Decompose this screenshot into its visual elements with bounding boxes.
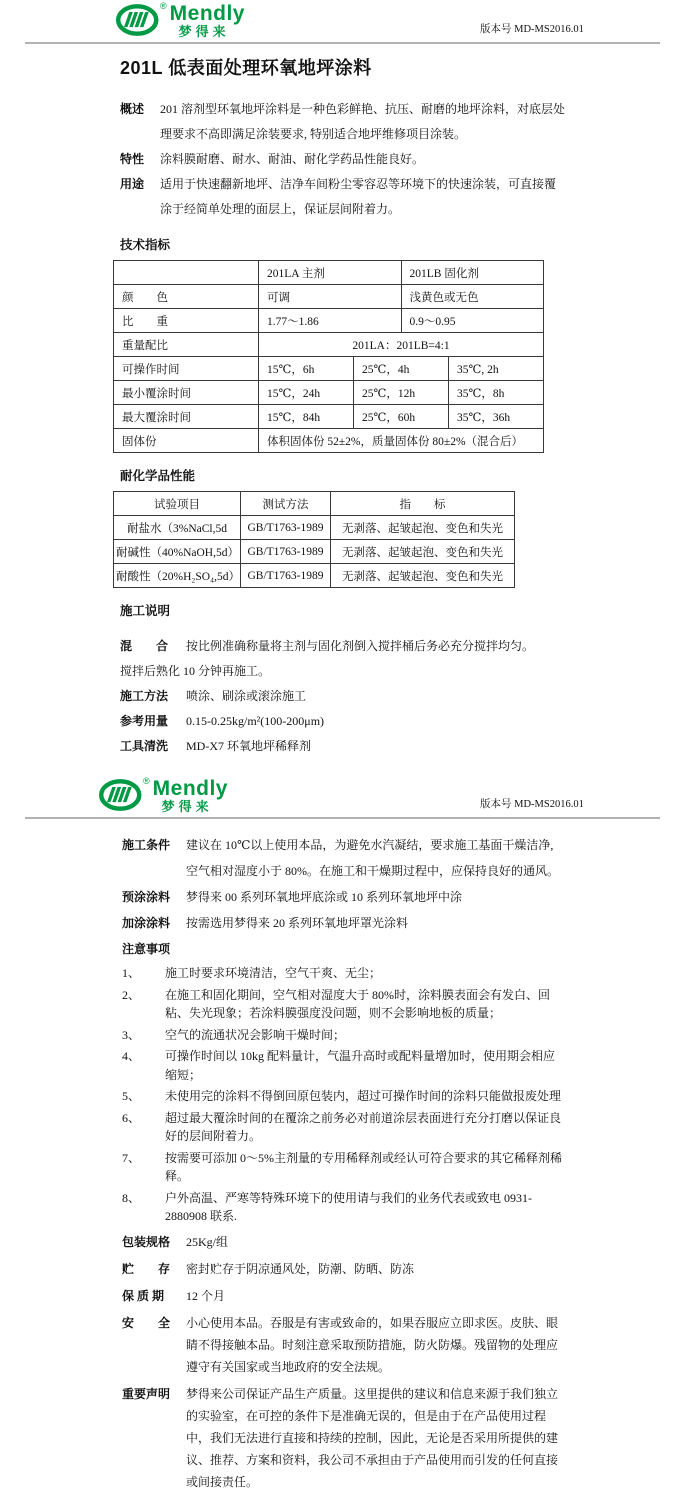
page-header — [0, 775, 687, 817]
col-header-result: 指 标 — [331, 492, 515, 516]
section-text: 适用于快速翻新地坪、洁净车间粉尘零容忍等环境下的快速涂装，可直接覆涂于经简单处理的面层上，保证层间附着力。 — [160, 177, 557, 216]
cell-value: 0.9～0.95 — [401, 309, 544, 333]
item-text: 施工时要求环境清洁，空气干爽、无尘； — [165, 966, 382, 980]
list-item — [122, 1109, 565, 1146]
cell-value: 1.77～1.86 — [259, 309, 402, 333]
row-label: 施工条件 — [122, 838, 171, 852]
section-text: 涂料膜耐磨、耐水、耐油、耐化学药品性能良好。 — [160, 152, 425, 166]
item-text: 超过最大覆涂时间的在覆涂之前务必对前道涂层表面进行充分打磨以保证良好的层间附着力。 — [165, 1110, 562, 1143]
row-label: 工具清洗 — [120, 739, 169, 753]
row-text: 密封贮存于阴凉通风处，防潮、防晒、防冻 — [186, 1261, 415, 1276]
row-label: 安 全 — [122, 1315, 171, 1330]
item-number: 1、 — [122, 966, 141, 980]
row-label: 保 质 期 — [122, 1288, 165, 1303]
item-text: 空气的流通状况会影响干燥时间； — [165, 1027, 346, 1042]
footer-sections — [122, 1231, 565, 1493]
section-safety — [122, 1312, 565, 1378]
table-row — [114, 333, 544, 357]
table-row — [114, 516, 515, 540]
registered-mark: ® — [143, 776, 150, 786]
tech-specs-heading: 技术指标 — [120, 238, 171, 252]
brand-wordmark — [153, 778, 228, 813]
cell-value: 25℃，12h — [354, 381, 449, 405]
item-text: 在施工和固化期间，空气相对湿度大于 80%时，涂料膜表面会有发白、回粘、失光现象；若涂料膜强度没问题，则不会影响地板的质量； — [165, 987, 550, 1020]
row-text: 建议在 10℃以上使用本品，为避免水汽凝结，要求施工基面干燥洁净, 空气相对湿度小于 80%。在施工和干燥期过程中，应保持良好的通风。 — [186, 838, 559, 878]
cell-value: 201LA：201LB=4:1 — [259, 333, 544, 357]
version-label: 版本号 MD-MS2016.01 — [480, 24, 584, 35]
table-row — [114, 261, 544, 285]
brand-name-en: Mendly — [152, 777, 228, 800]
col-header-item: 试验项目 — [114, 492, 241, 516]
cell-value: 体积固体份 52±2%，质量固体份 80±2%（混合后） — [259, 429, 544, 453]
row-text: 梦得来 00 系列环氧地坪底涂或 10 系列环氧地坪中涂 — [186, 890, 463, 904]
cell-value: 35℃，8h — [449, 381, 544, 405]
list-item — [122, 1189, 565, 1226]
row-label: 参考用量 — [120, 714, 169, 728]
list-item — [122, 1026, 565, 1045]
construction-heading: 施工说明 — [120, 604, 171, 618]
cell-result: 无剥落、起皱起泡、变色和失光 — [331, 564, 515, 588]
brand-logo — [99, 778, 228, 813]
construction-dosage — [120, 709, 566, 734]
table-row — [114, 309, 544, 333]
notes-list — [122, 964, 565, 1226]
cell-label: 可操作时间 — [114, 357, 259, 381]
intro-sections — [120, 97, 566, 222]
cell-value: 35℃，36h — [449, 405, 544, 429]
table-row — [114, 564, 515, 588]
cell-component-a: 201LA 主剂 — [259, 261, 402, 285]
construction-method — [120, 684, 566, 709]
section-text: 201 溶剂型环氧地坪涂料是一种色彩鲜艳、抗压、耐磨的地坪涂料，对底层处理要求不高即满足涂装要求, 特别适合地坪维修项目涂装。 — [160, 102, 566, 141]
row-text: 梦得来公司保证产品生产质量。这里提供的建议和信息来源于我们独立的实验室，在可控的条件下是准确无误的，但是由于在产品使用过程中，我们无法进行直接和持续的控制，因此，无论是否采用所提供的建议、推荐、方案和资料，我公司不承担由于产品使用而引发的任何直接或间接责任。 — [186, 1386, 559, 1489]
table-row — [114, 429, 544, 453]
list-item — [122, 964, 565, 983]
row-text: 小心使用本品。吞服是有害或致命的，如果吞服应立即求医。皮肤、眼睛不得接触本品。时刻注意采取预防措施，防火防爆。残留物的处理应遵守有关国家或当地政府的安全法规。 — [186, 1315, 559, 1374]
table-row — [114, 285, 544, 309]
brand-name-zh: 梦得来 — [178, 24, 230, 39]
cell-value: 15℃，24h — [259, 381, 354, 405]
page-header — [0, 0, 687, 42]
row-label: 混 合 — [120, 639, 169, 653]
row-text: MD-X7 环氧地坪稀释剂 — [186, 739, 311, 753]
cell-component-b: 201LB 固化剂 — [401, 261, 544, 285]
item-number: 6、 — [122, 1110, 141, 1125]
list-item — [122, 1149, 565, 1186]
cell-method: GB/T1763-1989 — [241, 516, 331, 540]
chem-resistance-heading: 耐化学品性能 — [120, 469, 196, 483]
cell-value: 25℃，4h — [354, 357, 449, 381]
row-text: 0.15-0.25kg/m²(100-200μm) — [186, 714, 325, 728]
row-text: 喷涂、刷涂或滚涂施工 — [186, 689, 307, 703]
cell-label: 最大覆涂时间 — [114, 405, 259, 429]
item-number: 8、 — [122, 1190, 141, 1205]
cell-blank — [114, 261, 259, 285]
item-number: 4、 — [122, 1049, 141, 1063]
tech-specs-table — [113, 260, 544, 453]
brand-name-en: Mendly — [169, 2, 245, 25]
row-text: 按需选用梦得来 20 系列环氧地坪罩光涂料 — [186, 916, 409, 930]
construction-mixing — [120, 634, 566, 659]
version-label: 版本号 MD-MS2016.01 — [480, 799, 584, 810]
brand-name-zh: 梦得来 — [161, 799, 213, 814]
row-label: 重要声明 — [122, 1386, 171, 1401]
cell-result: 无剥落、起皱起泡、变色和失光 — [331, 516, 515, 540]
section-overview — [120, 97, 566, 147]
table-row — [114, 405, 544, 429]
cell-item: 耐碱性（40%NaOH,5d） — [114, 540, 241, 564]
cell-value: 可调 — [259, 285, 402, 309]
chem-resistance-table — [113, 491, 515, 588]
cell-method: GB/T1763-1989 — [241, 540, 331, 564]
section-label: 特性 — [120, 152, 145, 166]
row-text: 12 个月 — [186, 1288, 226, 1303]
cell-label: 比 重 — [114, 309, 259, 333]
cell-value: 25℃，60h — [354, 405, 449, 429]
list-item — [122, 1087, 565, 1106]
row-label: 贮 存 — [122, 1261, 171, 1276]
table-row — [114, 357, 544, 381]
col-header-method: 测试方法 — [241, 492, 331, 516]
list-item — [122, 986, 565, 1023]
list-item — [122, 1047, 565, 1084]
table-header-row — [114, 492, 515, 516]
section-packaging — [122, 1231, 565, 1253]
item-text: 按需要可添加 0～5%主剂量的专用稀释剂或经认可符合要求的其它稀释剂稀释。 — [165, 1150, 562, 1183]
brand-logo — [116, 3, 245, 38]
row-label: 包装规格 — [122, 1234, 171, 1249]
section-precoat — [122, 884, 565, 910]
section-topcoat — [122, 910, 565, 936]
section-features — [120, 147, 566, 172]
cell-label: 固体份 — [114, 429, 259, 453]
construction-cleaning — [120, 734, 566, 759]
item-number: 5、 — [122, 1089, 141, 1103]
registered-mark: ® — [160, 1, 167, 11]
row-label: 预涂涂料 — [122, 890, 171, 904]
cell-result: 无剥落、起皱起泡、变色和失光 — [331, 540, 515, 564]
cell-label: 重量配比 — [114, 333, 259, 357]
table-row — [114, 381, 544, 405]
item-number: 7、 — [122, 1150, 141, 1165]
header-divider — [25, 42, 660, 44]
cell-value: 浅黄色或无色 — [401, 285, 544, 309]
section-usage — [120, 172, 566, 222]
page2-content — [122, 832, 565, 1493]
row-label: 加涂涂料 — [122, 916, 171, 930]
cell-value: 15℃，6h — [259, 357, 354, 381]
construction-details — [120, 634, 566, 759]
item-text: 可操作时间以 10kg 配料量计，气温升高时或配料量增加时，使用期会相应缩短； — [165, 1049, 556, 1082]
section-label: 用途 — [120, 177, 145, 191]
mendly-m-ellipse-icon — [116, 3, 162, 37]
cell-item: 耐酸性（20%H₂SO₄,5d） — [114, 564, 241, 588]
section-storage — [122, 1258, 565, 1280]
section-conditions — [122, 832, 565, 884]
item-text: 户外高温、严寒等特殊环境下的使用请与我们的业务代表或致电 0931-2880908 联系. — [165, 1190, 532, 1223]
row-text: 25Kg/组 — [186, 1234, 229, 1249]
cell-method: GB/T1763-1989 — [241, 564, 331, 588]
cell-item: 耐盐水（3%NaCl,5d — [114, 516, 241, 540]
page-title: 201L 低表面处理环氧地坪涂料 — [120, 58, 372, 78]
cell-label: 最小覆涂时间 — [114, 381, 259, 405]
brand-wordmark — [170, 3, 245, 38]
mendly-m-ellipse-icon — [99, 778, 145, 812]
header-divider — [25, 817, 660, 819]
section-disclaimer — [122, 1383, 565, 1493]
cell-value: 15℃，84h — [259, 405, 354, 429]
section-shelf-life — [122, 1285, 565, 1307]
row-text: 按比例准确称量将主剂与固化剂倒入搅拌桶后务必充分搅拌均匀。 — [186, 639, 535, 653]
table-row — [114, 540, 515, 564]
item-number: 3、 — [122, 1027, 141, 1042]
notes-heading: 注意事项 — [122, 942, 171, 956]
cell-label: 颜 色 — [114, 285, 259, 309]
item-text: 未使用完的涂料不得倒回原包装内，超过可操作时间的涂料只能做报废处理 — [165, 1089, 562, 1103]
section-label: 概述 — [120, 102, 145, 116]
cell-value: 35℃, 2h — [449, 357, 544, 381]
row-label: 施工方法 — [120, 689, 169, 703]
construction-mixing-cont: 搅拌后熟化 10 分钟再施工。 — [120, 664, 271, 678]
page-2 — [0, 775, 687, 1493]
item-number: 2、 — [122, 987, 141, 1002]
